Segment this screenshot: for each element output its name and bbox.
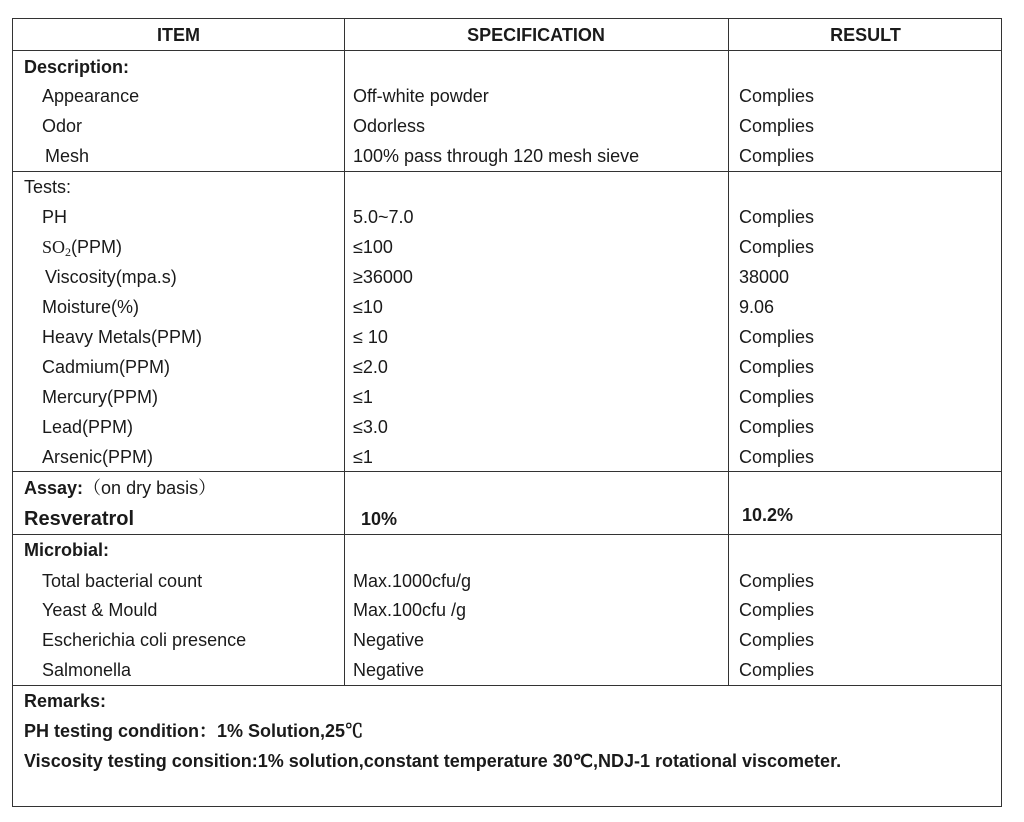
row-spec: ≤1	[353, 387, 373, 407]
row-result: Complies	[739, 571, 815, 591]
section-title-assay: Assay:	[24, 478, 84, 498]
row-spec: Negative	[353, 660, 425, 680]
row-result: Complies	[739, 146, 815, 166]
row-spec: ≥36000	[353, 267, 413, 287]
row-spec: ≤ 10	[353, 327, 388, 347]
row-spec: Negative	[353, 630, 425, 650]
row-result: Complies	[739, 630, 815, 650]
row-spec: ≤100	[353, 237, 393, 257]
row-item: Lead(PPM)	[42, 417, 134, 437]
row-result: 38000	[739, 267, 790, 287]
row-item-so2	[42, 236, 122, 263]
row-result: Complies	[739, 447, 815, 467]
row-item: Moisture(%)	[42, 297, 140, 317]
microbial-rule	[13, 685, 1001, 686]
row-spec: ≤10	[353, 297, 383, 317]
row-item: Mesh	[45, 146, 90, 166]
column-divider-2	[728, 19, 729, 686]
row-item: Arsenic(PPM)	[42, 447, 154, 467]
section-title-description: Description:	[24, 57, 130, 77]
row-spec: ≤1	[353, 447, 373, 467]
row-item: Mercury(PPM)	[42, 387, 158, 407]
row-result: Complies	[739, 327, 815, 347]
row-result: Complies	[739, 116, 815, 136]
row-item: Appearance	[42, 86, 140, 106]
row-spec: 5.0~7.0	[353, 207, 414, 227]
row-spec: ≤3.0	[353, 417, 388, 437]
row-item: Viscosity(mpa.s)	[45, 267, 177, 287]
header-rule	[13, 50, 1001, 51]
header-result: RESULT	[830, 25, 901, 45]
so2-suffix: (PPM)	[71, 237, 123, 257]
row-item: Cadmium(PPM)	[42, 357, 171, 377]
row-item: Yeast & Mould	[42, 600, 158, 620]
row-result: Complies	[739, 600, 815, 620]
assay-rule	[13, 534, 1001, 535]
row-spec: Off-white powder	[353, 86, 489, 106]
row-spec: 100% pass through 120 mesh sieve	[353, 146, 640, 166]
assay-spec: 10%	[361, 509, 398, 529]
row-result: Complies	[739, 86, 815, 106]
section-title-remarks: Remarks:	[24, 691, 107, 711]
row-result: Complies	[739, 387, 815, 407]
tests-rule	[13, 471, 1001, 472]
assay-item: Resveratrol	[24, 508, 135, 530]
so2-prefix: SO	[42, 237, 66, 257]
section-title-tests: Tests:	[24, 177, 72, 197]
assay-note: （on dry basis）	[83, 478, 217, 498]
row-item: Escherichia coli presence	[42, 630, 247, 650]
row-item: PH	[42, 207, 68, 227]
assay-heading	[24, 477, 216, 499]
coa-table	[12, 18, 1002, 807]
row-result: Complies	[739, 237, 815, 257]
row-item: Heavy Metals(PPM)	[42, 327, 203, 347]
description-rule	[13, 171, 1001, 172]
section-title-microbial: Microbial:	[24, 540, 110, 560]
row-spec: ≤2.0	[353, 357, 388, 377]
row-spec: Odorless	[353, 116, 426, 136]
row-spec: Max.1000cfu/g	[353, 571, 472, 591]
remark-line: PH testing condition：1% Solution,25℃	[24, 721, 364, 741]
row-item: Total bacterial count	[42, 571, 203, 591]
row-item: Salmonella	[42, 660, 132, 680]
header-item: ITEM	[157, 25, 200, 45]
assay-result: 10.2%	[742, 505, 794, 525]
row-result: Complies	[739, 357, 815, 377]
row-result: Complies	[739, 207, 815, 227]
row-result: Complies	[739, 417, 815, 437]
column-divider-1	[344, 19, 345, 686]
so2-subscript: 2	[65, 245, 72, 259]
row-result: 9.06	[739, 297, 775, 317]
row-result: Complies	[739, 660, 815, 680]
row-item: Odor	[42, 116, 83, 136]
remark-line: Viscosity testing consition:1% solution,constant temperature 30℃,NDJ-1 rotational viscometer.	[24, 751, 842, 771]
header-specification: SPECIFICATION	[467, 25, 605, 45]
row-spec: Max.100cfu /g	[353, 600, 467, 620]
